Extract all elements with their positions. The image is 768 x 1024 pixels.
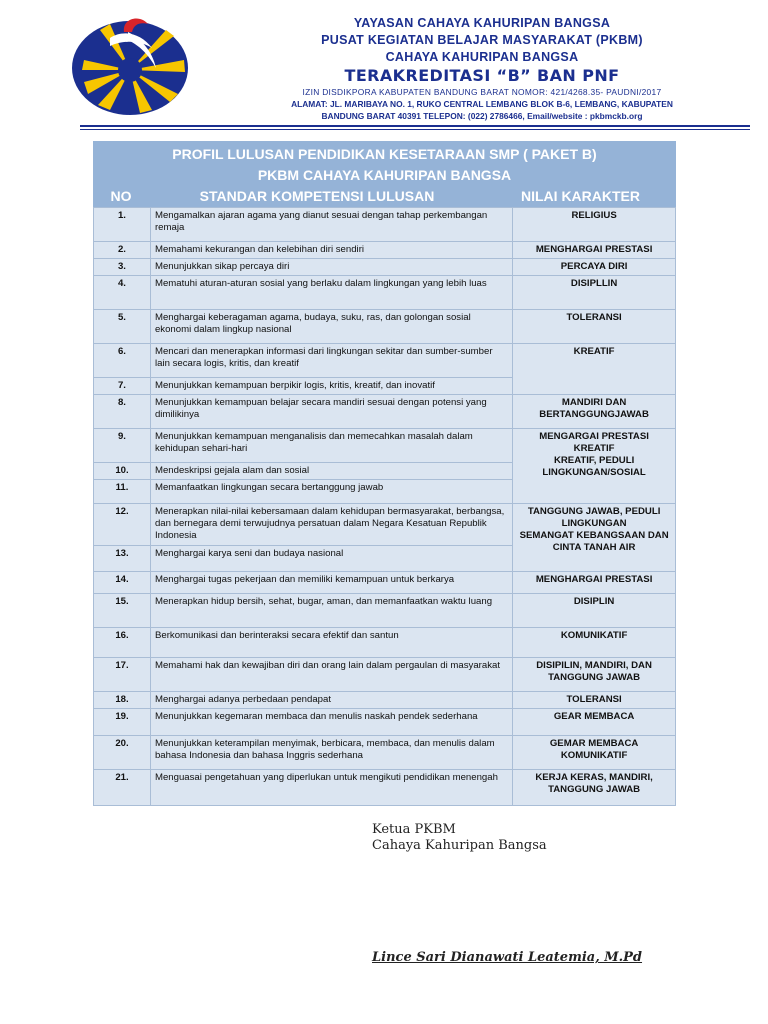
- graduate-profile-table: [93, 141, 676, 806]
- character-value-line: BERTANGGUNGJAWAB: [539, 409, 649, 420]
- table-row: [94, 709, 676, 736]
- row-number: 14.: [94, 572, 151, 594]
- row-number: 20.: [94, 736, 151, 770]
- column-header-no: NO: [110, 188, 132, 204]
- competency-text: Memahami hak dan kewajiban diri dan orang lain dalam pergaulan di masyarakat: [150, 658, 512, 692]
- row-number: 7.: [94, 378, 151, 395]
- character-value-line: KERJA KERAS, MANDIRI,: [535, 772, 653, 783]
- competency-text: Mencari dan menerapkan informasi dari lingkungan sekitar dan sumber-sumber lain secara logis, kritis, dan kreatif: [150, 344, 512, 378]
- row-number: 6.: [94, 344, 151, 378]
- row-number: 2.: [94, 242, 151, 259]
- column-header-value: NILAI KARAKTER: [521, 188, 640, 204]
- signatory-title: Ketua PKBM: [372, 822, 456, 837]
- competency-text: Menghargai adanya perbedaan pendapat: [150, 692, 512, 709]
- character-value: TOLERANSI: [513, 692, 676, 709]
- character-value-line: KOMUNIKATIF: [560, 750, 628, 761]
- table-row: [94, 344, 676, 378]
- character-value: RELIGIUS: [513, 208, 676, 242]
- row-number: 3.: [94, 259, 151, 276]
- accreditation: TERAKREDITASI “B” BAN PNF: [344, 66, 620, 85]
- character-value: DISIPLIN: [513, 594, 676, 628]
- character-value-line: LINGKUNGAN/SOSIAL: [542, 467, 646, 478]
- competency-text: Menunjukkan kemampuan berpikir logis, kritis, kreatif, dan inovatif: [150, 378, 512, 395]
- competency-text: Menunjukkan kemampuan menganalisis dan memecahkan masalah dalam kehidupan sehari-hari: [150, 429, 512, 463]
- character-value: [513, 395, 676, 429]
- character-value-line: KREATIF: [573, 443, 615, 454]
- table-title: PROFIL LULUSAN PENDIDIKAN KESETARAAN SMP ( PAKET B): [172, 146, 597, 162]
- character-value-line: KREATIF, PEDULI: [553, 455, 635, 466]
- row-number: 18.: [94, 692, 151, 709]
- table-subtitle: PKBM CAHAYA KAHURIPAN BANGSA: [257, 167, 512, 183]
- character-value-line: DISIPILIN, MANDIRI, DAN: [536, 660, 652, 671]
- competency-text: Mengamalkan ajaran agama yang dianut sesuai dengan tahap perkembangan remaja: [150, 208, 512, 242]
- table-row: [94, 395, 676, 429]
- competency-text: Menguasai pengetahuan yang diperlukan untuk mengikuti pendidikan menengah: [150, 770, 512, 806]
- character-value-line: GEMAR MEMBACA: [549, 738, 639, 749]
- competency-text: Berkomunikasi dan berinteraksi secara efektif dan santun: [150, 628, 512, 658]
- competency-text: Menghargai karya seni dan budaya nasional: [150, 546, 512, 572]
- competency-text: Menunjukkan sikap percaya diri: [150, 259, 512, 276]
- signatory-organization: Cahaya Kahuripan Bangsa: [372, 838, 547, 853]
- address-line-2: BANDUNG BARAT 40391 TELEPON: (022) 2786466, Email/website : pkbmckb.org: [321, 111, 643, 121]
- character-value: MENGHARGAI PRESTASI: [513, 242, 676, 259]
- character-value: PERCAYA DIRI: [513, 259, 676, 276]
- character-value: [513, 770, 676, 806]
- institution-name: PUSAT KEGIATAN BELAJAR MASYARAKAT (PKBM): [321, 33, 643, 47]
- row-number: 10.: [94, 463, 151, 480]
- competency-text: Menunjukkan keterampilan menyimak, berbicara, membaca, dan menulis dalam bahasa Indonesia dan bahasa Inggris sederhana: [150, 736, 512, 770]
- table-row: [94, 242, 676, 259]
- row-number: 19.: [94, 709, 151, 736]
- row-number: 9.: [94, 429, 151, 463]
- competency-text: Menunjukkan kemampuan belajar secara mandiri sesuai dengan potensi yang dimilikinya: [150, 395, 512, 429]
- competency-text: Mematuhi aturan-aturan sosial yang berlaku dalam lingkungan yang lebih luas: [150, 276, 512, 310]
- row-number: 8.: [94, 395, 151, 429]
- row-number: 11.: [94, 480, 151, 504]
- character-value: [513, 504, 676, 572]
- competency-text: Menunjukkan kegemaran membaca dan menulis naskah pendek sederhana: [150, 709, 512, 736]
- character-value-line: TANGGUNG JAWAB: [548, 784, 641, 795]
- character-value: [513, 736, 676, 770]
- table-row: [94, 276, 676, 310]
- competency-text: Menghargai keberagaman agama, budaya, suku, ras, dan golongan sosial ekonomi dalam lingkup nasional: [150, 310, 512, 344]
- table-row: [94, 692, 676, 709]
- competency-text: Memanfaatkan lingkungan secara bertanggung jawab: [150, 480, 512, 504]
- table-row: [94, 628, 676, 658]
- row-number: 17.: [94, 658, 151, 692]
- table-row: [94, 770, 676, 806]
- foundation-name: YAYASAN CAHAYA KAHURIPAN BANGSA: [353, 16, 611, 30]
- competency-text: Menerapkan hidup bersih, sehat, bugar, aman, dan memanfaatkan waktu luang: [150, 594, 512, 628]
- table-row: [94, 208, 676, 242]
- letterhead-rule-thin: [80, 129, 750, 130]
- table-row: [94, 658, 676, 692]
- institution-subname: CAHAYA KAHURIPAN BANGSA: [385, 50, 579, 64]
- character-value: TOLERANSI: [513, 310, 676, 344]
- row-number: 5.: [94, 310, 151, 344]
- row-number: 4.: [94, 276, 151, 310]
- table-row: [94, 736, 676, 770]
- character-value: KOMUNIKATIF: [513, 628, 676, 658]
- competency-text: Menghargai tugas pekerjaan dan memiliki kemampuan untuk berkarya: [150, 572, 512, 594]
- character-value-line: LINGKUNGAN: [561, 518, 627, 529]
- competency-text: Mendeskripsi gejala alam dan sosial: [150, 463, 512, 480]
- character-value: [513, 429, 676, 504]
- character-value-line: TANGGUNG JAWAB: [548, 672, 641, 683]
- row-number: 21.: [94, 770, 151, 806]
- competency-text: Menerapkan nilai-nilai kebersamaan dalam kehidupan bermasyarakat, berbangsa, dan bernegara demi terwujudnya persatuan dalam Negara Kesatuan Republik Indonesia: [150, 504, 512, 546]
- character-value-line: CINTA TANAH AIR: [552, 542, 636, 553]
- pkbm-logo: [70, 10, 194, 120]
- character-value: MENGHARGAI PRESTASI: [513, 572, 676, 594]
- column-header-standard: STANDAR KOMPETENSI LULUSAN: [199, 188, 435, 204]
- signatory-name: Lince Sari Dianawati Leatemia, M.Pd: [372, 950, 643, 965]
- row-number: 16.: [94, 628, 151, 658]
- character-value: [513, 658, 676, 692]
- character-value: KREATIF: [513, 344, 676, 395]
- row-number: 12.: [94, 504, 151, 546]
- character-value: DISIPLLIN: [513, 276, 676, 310]
- row-number: 1.: [94, 208, 151, 242]
- character-value: GEAR MEMBACA: [513, 709, 676, 736]
- row-number: 15.: [94, 594, 151, 628]
- character-value-line: TANGGUNG JAWAB, PEDULI: [527, 506, 661, 517]
- character-value-line: MENGARGAI PRESTASI: [539, 431, 649, 442]
- table-row: [94, 594, 676, 628]
- table-row: [94, 259, 676, 276]
- table-row: [94, 572, 676, 594]
- character-value-line: MANDIRI DAN: [561, 397, 627, 408]
- address-line-1: ALAMAT: JL. MARIBAYA NO. 1, RUKO CENTRAL LEMBANG BLOK B-6, LEMBANG, KABUPATEN: [291, 99, 673, 109]
- character-value-line: SEMANGAT KEBANGSAAN DAN: [519, 530, 669, 541]
- table-row: [94, 504, 676, 546]
- permit-number: IZIN DISDIKPORA KABUPATEN BANDUNG BARAT NOMOR: 421/4268.35- PAUDNI/2017: [302, 87, 662, 97]
- row-number: 13.: [94, 546, 151, 572]
- letterhead-rule: [80, 125, 750, 127]
- table-row: [94, 310, 676, 344]
- competency-text: Memahami kekurangan dan kelebihan diri sendiri: [150, 242, 512, 259]
- table-row: [94, 429, 676, 463]
